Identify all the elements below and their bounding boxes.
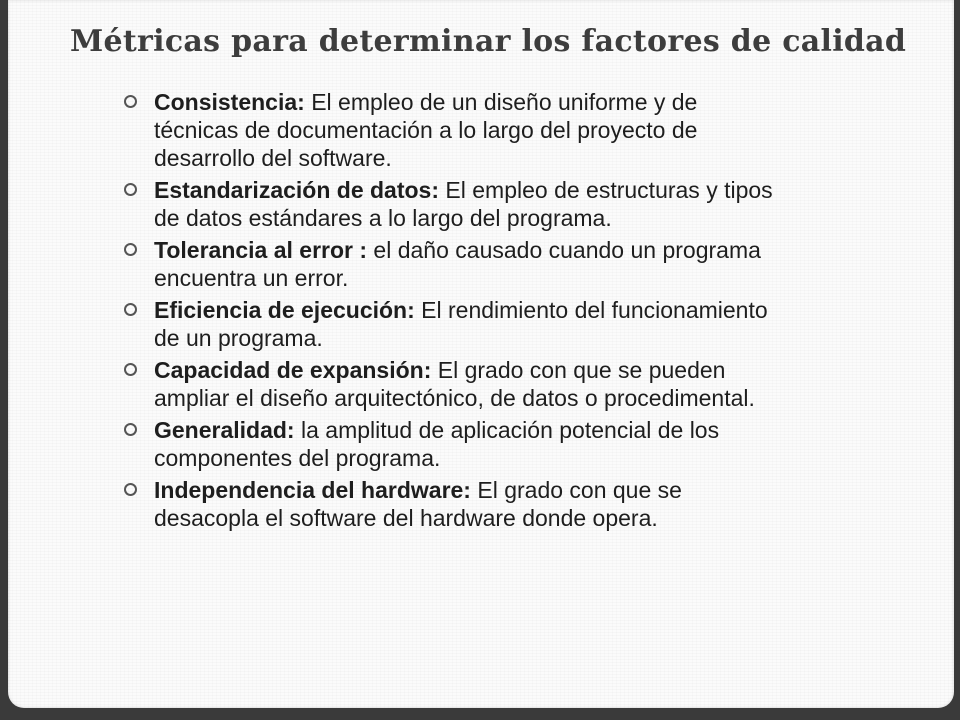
hollow-circle-icon [124, 303, 137, 316]
hollow-circle-icon [124, 243, 137, 256]
bullet-term: Eficiencia de ejecución: [154, 297, 415, 323]
bullet-term: Tolerancia al error : [154, 237, 368, 263]
bullet-description: El grado con que se desacopla el software del hardware donde opera. [154, 477, 682, 531]
hollow-circle-icon [124, 483, 137, 496]
bullet-item-eficiencia [118, 296, 778, 352]
bullet-term: Consistencia: [154, 89, 305, 115]
bullet-term: Capacidad de expansión: [154, 357, 432, 383]
slide-title: Métricas para determinar los factores de calidad [70, 24, 907, 59]
bullet-item-tolerancia [118, 236, 778, 292]
hollow-circle-icon [124, 363, 137, 376]
hollow-circle-icon [124, 183, 137, 196]
metric-bullet-list [118, 88, 778, 536]
bullet-description: El empleo de estructuras y tipos de datos estándares a lo largo del programa. [154, 177, 773, 231]
bullet-description: El rendimiento del funcionamiento de un programa. [154, 297, 768, 351]
hollow-circle-icon [124, 423, 137, 436]
bullet-description: la amplitud de aplicación potencial de los componentes del programa. [154, 417, 720, 471]
hollow-circle-icon [124, 95, 137, 108]
bullet-item-generalidad [118, 416, 778, 472]
bullet-term: Independencia del hardware: [154, 477, 471, 503]
bullet-term: Estandarización de datos: [154, 177, 440, 203]
bullet-term: Generalidad: [154, 417, 295, 443]
bullet-description: el daño causado cuando un programa encuentra un error. [154, 237, 761, 291]
bullet-item-expansion [118, 356, 778, 412]
bullet-description: El grado con que se pueden ampliar el diseño arquitectónico, de datos o procedimental. [154, 357, 755, 411]
slide-paper [8, 0, 954, 708]
bullet-item-consistencia [118, 88, 778, 172]
bullet-description: El empleo de un diseño uniforme y de técnicas de documentación a lo largo del proyecto de desarrollo del software. [154, 89, 698, 171]
bullet-item-independencia [118, 476, 778, 532]
bullet-item-estandarizacion [118, 176, 778, 232]
